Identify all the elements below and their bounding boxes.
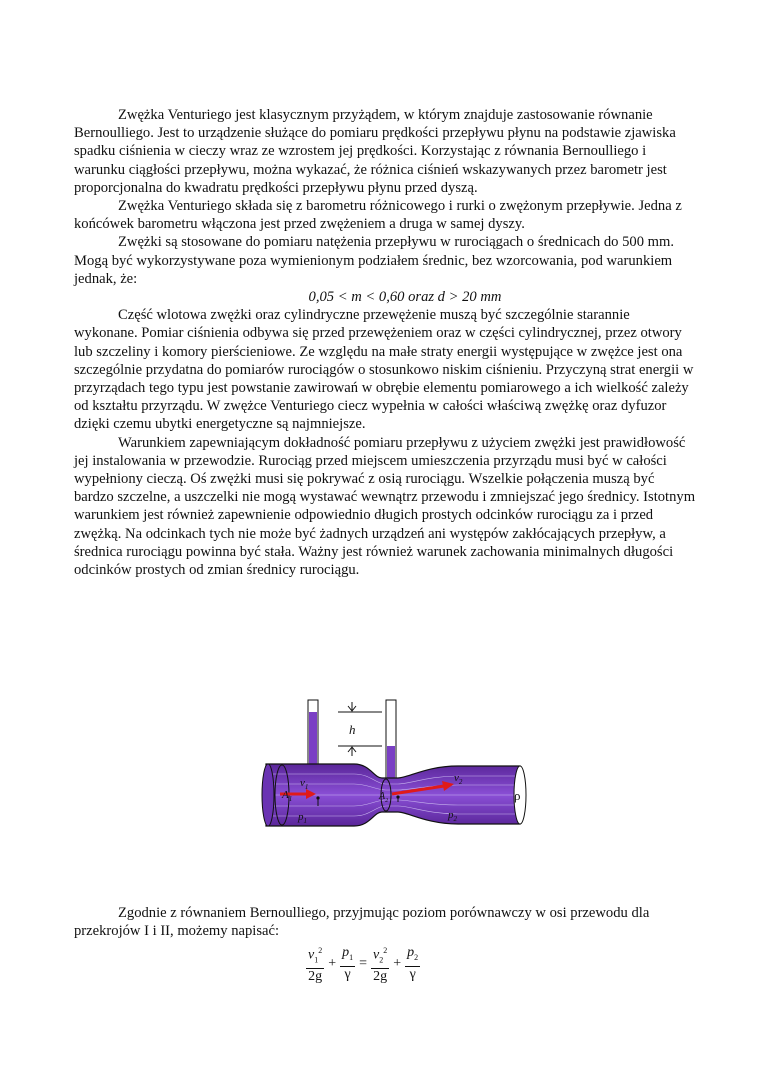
height-indicator [338, 702, 382, 756]
term-v2-squared: $\frac{v_2^2}{2g}$ [371, 942, 389, 985]
paragraph-construction: Zwężka Venturiego składa się z barometru różnicowego i rurki o zwężonym przepływie. Jedna z końcówek barometru włączona jest przed zwężeniem a druga w samej dyszy. [74, 198, 682, 233]
term-p2-gamma: $\frac{p_2}{\gamma}$ [407, 945, 419, 983]
svg-text:p2: $p_2$ [448, 809, 457, 823]
term-p1-gamma: $\frac{p_1}{\gamma}$ [342, 945, 354, 983]
condition-formula: 0,05 < m < 0,60 oraz d > 20 mm [308, 289, 502, 306]
term-v1-squared: $\frac{v_1^2}{2g}$ [306, 942, 324, 985]
bernoulli-intro [74, 904, 696, 940]
label-a2: A [379, 791, 386, 802]
svg-text:A1: $A_1$ [282, 789, 293, 803]
bernoulli-equation: $\frac{v_1^2}{2g}$ + $\frac{p_1}{\gamma}$ = $\frac{v_2^2}{2g}$ + $\frac{p_2}{\gamma}$ [306, 942, 420, 985]
pipe-inlet-end [262, 764, 274, 826]
label-a1: A [282, 789, 289, 801]
label-rho: ρ [514, 788, 521, 803]
label-p1: p [298, 811, 304, 823]
svg-text:v2: $v_2$ [454, 772, 463, 786]
paragraph-installation: Warunkiem zapewniającym dokładność pomiaru przepływu z użyciem zwężki jest prawidłowość jej instalowania w przewodzie. Rurociąg przed miejscem umieszczenia przyrządu musi być w całości wypełniony cieczą. Oś zwężki musi się pokrywać z osią rurociągu. Wszelkie połączenia muszą być bardzo szczelne, a uszczelki nie mogą wystawać wewnątrz przewodu i zmniejszać jego średnicy. Istotnym warunkiem jest również zapewnienie odpowiednio długich prostych odcinków rurociągu za i przed zwężką. Na odcinkach tych nie może być żadnych urządzeń ani występów zakłócających przepływ, a średnica rurociągu powinna być stała. Ważny jest również warunek zachowania minimalnych długości odcinków prostych od zmian średnicy rurociągu. [74, 434, 696, 579]
paragraph-intro: Zwężka Venturiego jest klasycznym przyżądem, w którym znajduje zastosowanie równanie Bernoulliego. Jest to urządzenie służące do pomiaru prędkości przepływu płynu na podstawie zjawiska spadku ciśnienia w cieczy wraz ze wzrostem jej prędkości. Korzystając z równania Bernoulliego i warunku ciągłości przepływu, można wykazać, że różnica ciśnień wskazywanych przez barometr jest proporcjonalna do kwadratu prędkości przepływu płynu przed dyszą. [74, 107, 676, 196]
label-v2: v [454, 772, 459, 784]
paragraph-application: Zwężki są stosowane do pomiaru natężenia przepływu w rurociągach o średnicach do 500 mm. Mogą być wykorzystywane poza wymienionym podziałem średnic, bez wzorcowania, pod warunkiem jednak, że: [74, 234, 674, 287]
label-p2: p [448, 809, 454, 821]
svg-text:A2: $A_2$ [379, 791, 389, 804]
label-h: h [349, 722, 356, 737]
paragraph-bernoulli: Zgodnie z równaniem Bernoulliego, przyjmując poziom porównawczy w osi przewodu dla przekrojów I i II, możemy napisać: [74, 905, 650, 940]
document-body [74, 106, 696, 579]
manometer-fluid-left [309, 712, 317, 770]
label-v1: v [300, 777, 305, 789]
svg-text:v1: $v_1$ [300, 777, 309, 791]
paragraph-measurement: Część wlotowa zwężki oraz cylindryczne przewężenie muszą być szczególnie starannie wykonane. Pomiar ciśnienia odbywa się przed przewężeniem oraz w części cylindrycznej, przez otwory lub szczeliny i komory pierścieniowe. Ze względu na małe straty energii występujące w zwężce jest ona szczególnie przydatna do pomiarów rurociągów o stosunkowo niskim ciśnieniu. Przyczyną strat energii w przyrządach tego typu jest powstanie zawirowań w obrębie elementu pomiarowego a ich wielkość zależy od kształtu przyrządu. W zwężce Venturiego ciecz wypełnia w całości właściwą zwężkę oraz dyfuzor dzięki czemu ubytki energetyczne są najmniejsze. [74, 307, 694, 433]
svg-text:p1: $p_1$ [298, 811, 307, 825]
venturi-tube-diagram [258, 696, 528, 856]
